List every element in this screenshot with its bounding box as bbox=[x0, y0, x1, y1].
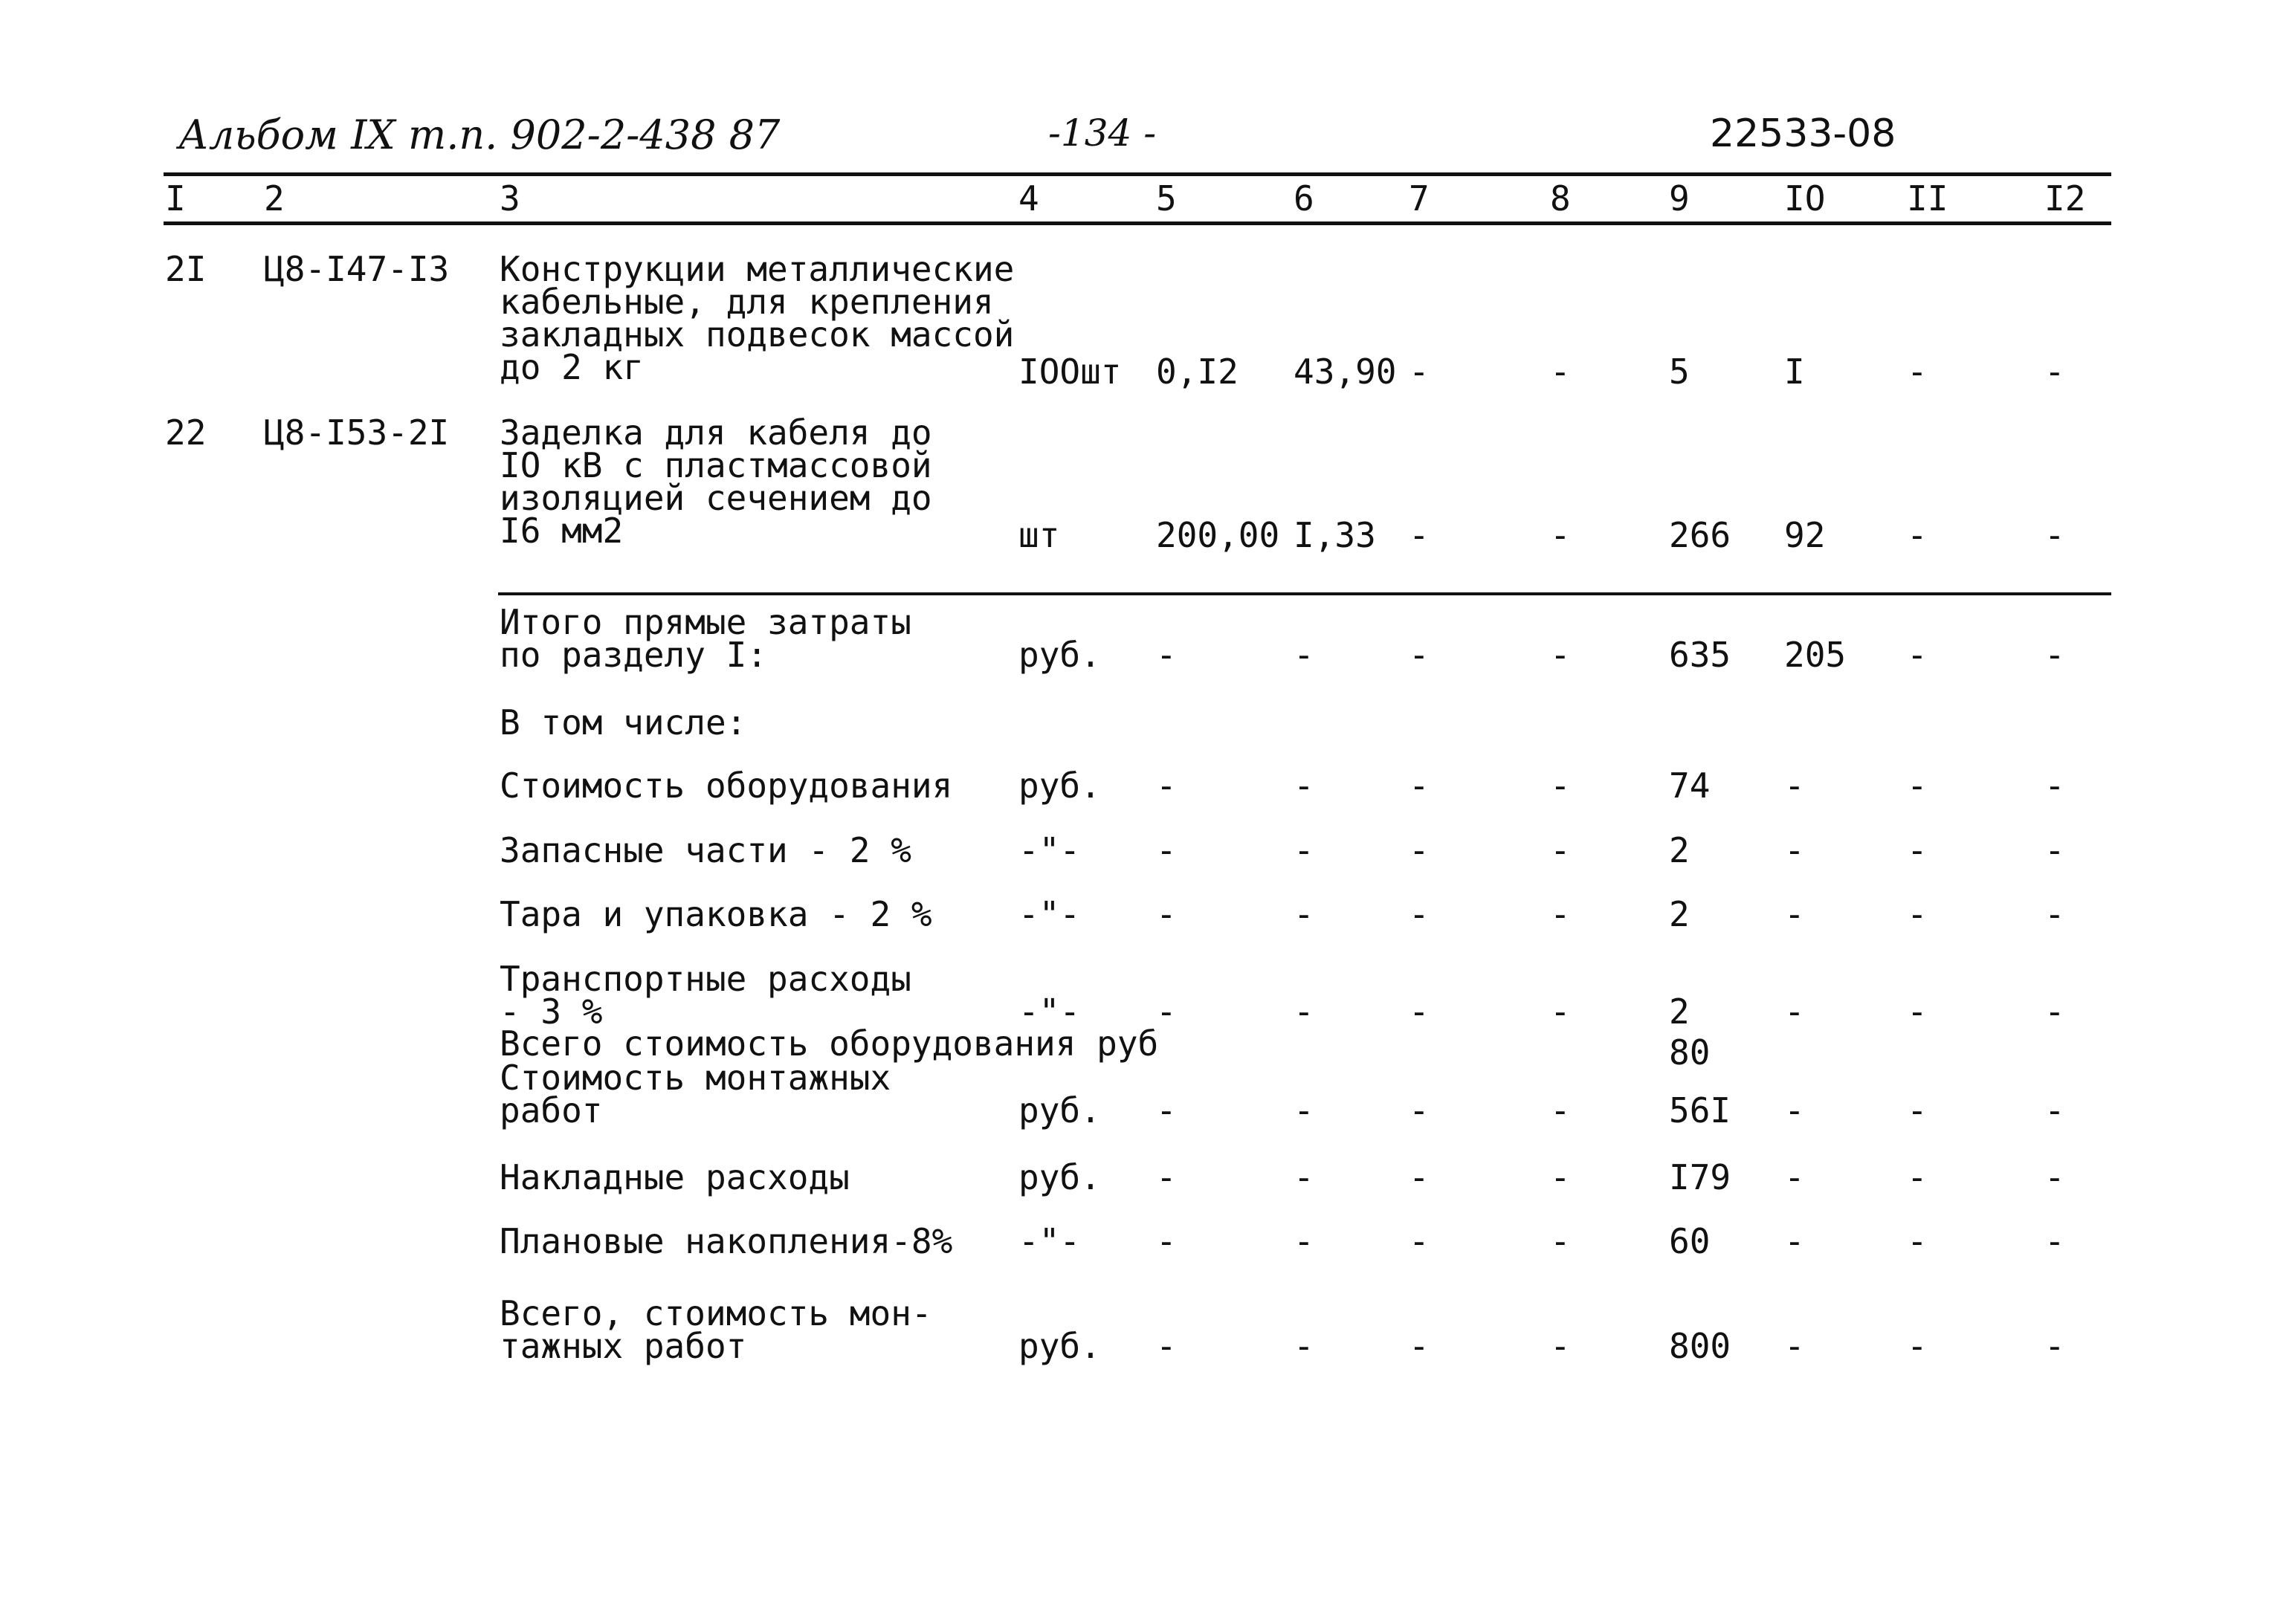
summary-cell-c6: - bbox=[1294, 1221, 1314, 1261]
document-code: 22533-08 bbox=[1710, 111, 1896, 156]
summary-cell-c11: - bbox=[1907, 830, 1928, 870]
summary-cell-c12: - bbox=[2044, 1221, 2065, 1261]
summary-cell-c7: - bbox=[1409, 1221, 1430, 1261]
summary-cell-c11: - bbox=[1907, 1221, 1928, 1261]
row-unit: шт bbox=[1018, 515, 1060, 555]
summary-cell-c9: 74 bbox=[1669, 766, 1711, 806]
row-cell-c8: - bbox=[1550, 515, 1571, 555]
summary-unit: руб. bbox=[1018, 635, 1101, 675]
summary-label: Плановые накопления-8% bbox=[500, 1221, 953, 1261]
summary-cell-c7: - bbox=[1409, 894, 1430, 934]
summary-cell-c12: - bbox=[2044, 1090, 2065, 1130]
summary-cell-c12: - bbox=[2044, 830, 2065, 870]
summary-cell-c7: - bbox=[1409, 1326, 1430, 1366]
section-divider bbox=[498, 592, 2111, 595]
summary-cell-c11: - bbox=[1907, 1090, 1928, 1130]
summary-cell-c8: - bbox=[1550, 894, 1571, 934]
album-reference: Альбом IX т.п. 902-2-438 87 bbox=[178, 111, 781, 158]
row-code: Ц8-I53-2I bbox=[264, 413, 450, 453]
summary-unit: руб. bbox=[1018, 1090, 1101, 1130]
row-cell-c5: 0,I2 bbox=[1156, 352, 1239, 392]
summary-cell-c5: - bbox=[1156, 1326, 1177, 1366]
row-cell-c9: 266 bbox=[1669, 515, 1731, 555]
summary-label: Запасные части - 2 % bbox=[500, 830, 911, 870]
row-cell-c8: - bbox=[1550, 352, 1571, 392]
summary-cell-c5: - bbox=[1156, 1221, 1177, 1261]
summary-cell-c9: 56I bbox=[1669, 1090, 1731, 1130]
row-number: 22 bbox=[165, 413, 207, 453]
summary-cell-c10: - bbox=[1784, 766, 1805, 806]
summary-cell-c7: - bbox=[1409, 991, 1430, 1032]
row-cell-c5: 200,00 bbox=[1156, 515, 1280, 555]
summary-cell-c6: - bbox=[1294, 766, 1314, 806]
summary-unit: руб. bbox=[1018, 1326, 1101, 1366]
summary-label: Накладные расходы bbox=[500, 1157, 850, 1197]
row-name: Заделка для кабеля до IO кВ с пластмассовой изоляцией сечением до I6 мм2 bbox=[500, 413, 932, 551]
column-header-9: 9 bbox=[1669, 178, 1690, 219]
summary-cell-c6: - bbox=[1294, 1157, 1314, 1197]
summary-label: Итого прямые затраты по разделу I: bbox=[500, 602, 911, 675]
summary-cell-c10: - bbox=[1784, 1157, 1805, 1197]
row-name: Конструкции металлические кабельные, для крепления закладных подвесок массой до 2 кг bbox=[500, 249, 1015, 387]
header-top-rule bbox=[164, 172, 2111, 176]
summary-cell-c5: - bbox=[1156, 894, 1177, 934]
summary-cell-c9: 800 bbox=[1669, 1326, 1731, 1366]
summary-cell-c5: - bbox=[1156, 830, 1177, 870]
row-cell-c6: I,33 bbox=[1294, 515, 1376, 555]
summary-cell-c8: - bbox=[1550, 1326, 1571, 1366]
summary-cell-c11: - bbox=[1907, 1157, 1928, 1197]
page-number: -134 - bbox=[1048, 111, 1157, 155]
row-cell-c9: 5 bbox=[1669, 352, 1690, 392]
row-cell-c11: - bbox=[1907, 352, 1928, 392]
summary-cell-c6: - bbox=[1294, 1090, 1314, 1130]
summary-cell-c9: 60 bbox=[1669, 1221, 1711, 1261]
summary-label: Транспортные расходы - 3 % bbox=[500, 959, 911, 1032]
summary-cell-c8: - bbox=[1550, 1221, 1571, 1261]
summary-cell-c11: - bbox=[1907, 991, 1928, 1032]
summary-cell-c12: - bbox=[2044, 894, 2065, 934]
summary-cell-c7: - bbox=[1409, 830, 1430, 870]
summary-unit: -"- bbox=[1018, 830, 1081, 870]
row-cell-c11: - bbox=[1907, 515, 1928, 555]
summary-unit: руб. bbox=[1018, 766, 1101, 806]
summary-cell-c12: - bbox=[2044, 635, 2065, 675]
column-header-8: 8 bbox=[1550, 178, 1571, 219]
summary-unit: -"- bbox=[1018, 1221, 1081, 1261]
row-cell-c7: - bbox=[1409, 352, 1430, 392]
summary-cell-c5: - bbox=[1156, 1157, 1177, 1197]
row-unit: IOOшт bbox=[1018, 352, 1122, 392]
summary-cell-c9: 2 bbox=[1669, 830, 1690, 870]
header-bottom-rule bbox=[164, 221, 2111, 225]
summary-cell-c7: - bbox=[1409, 635, 1430, 675]
summary-cell-c11: - bbox=[1907, 766, 1928, 806]
summary-cell-c6: - bbox=[1294, 635, 1314, 675]
column-header-1: I bbox=[165, 178, 186, 219]
summary-cell-c6: - bbox=[1294, 830, 1314, 870]
summary-unit: -"- bbox=[1018, 894, 1081, 934]
column-header-5: 5 bbox=[1156, 178, 1177, 219]
column-header-4: 4 bbox=[1018, 178, 1039, 219]
summary-cell-c10: - bbox=[1784, 894, 1805, 934]
summary-cell-c5: - bbox=[1156, 766, 1177, 806]
summary-cell-c9: 2 bbox=[1669, 894, 1690, 934]
summary-cell-c10: - bbox=[1784, 1221, 1805, 1261]
summary-cell-c10: - bbox=[1784, 1326, 1805, 1366]
row-cell-c7: - bbox=[1409, 515, 1430, 555]
row-cell-c10: 92 bbox=[1784, 515, 1826, 555]
column-header-6: 6 bbox=[1294, 178, 1314, 219]
summary-cell-c8: - bbox=[1550, 991, 1571, 1032]
summary-label: Стоимость монтажных работ bbox=[500, 1058, 891, 1130]
summary-cell-c10: - bbox=[1784, 830, 1805, 870]
column-header-11: II bbox=[1907, 178, 1948, 219]
summary-cell-c6: - bbox=[1294, 991, 1314, 1032]
summary-cell-c8: - bbox=[1550, 635, 1571, 675]
row-code: Ц8-I47-I3 bbox=[264, 249, 450, 289]
summary-cell-c10: - bbox=[1784, 991, 1805, 1032]
summary-label: Всего стоимость оборудования руб bbox=[500, 1023, 1159, 1064]
summary-cell-c7: - bbox=[1409, 1090, 1430, 1130]
summary-cell-c6: - bbox=[1294, 894, 1314, 934]
summary-cell-c12: - bbox=[2044, 1326, 2065, 1366]
summary-cell-c9: 635 bbox=[1669, 635, 1731, 675]
summary-cell-c7: - bbox=[1409, 766, 1430, 806]
summary-cell-c11: - bbox=[1907, 635, 1928, 675]
row-cell-c12: - bbox=[2044, 352, 2065, 392]
summary-cell-c9: 2 bbox=[1669, 991, 1690, 1032]
summary-cell-c10: - bbox=[1784, 1090, 1805, 1130]
row-cell-c10: I bbox=[1784, 352, 1805, 392]
summary-cell-c9: I79 bbox=[1669, 1157, 1731, 1197]
summary-cell-c10: 205 bbox=[1784, 635, 1847, 675]
summary-label: Всего, стоимость мон- тажных работ bbox=[500, 1293, 932, 1366]
summary-unit: -"- bbox=[1018, 991, 1081, 1032]
summary-cell-c5: - bbox=[1156, 635, 1177, 675]
summary-cell-c8: - bbox=[1550, 1090, 1571, 1130]
summary-cell-c5: - bbox=[1156, 1090, 1177, 1130]
column-header-3: 3 bbox=[500, 178, 520, 219]
summary-cell-c12: - bbox=[2044, 766, 2065, 806]
summary-cell-c5: - bbox=[1156, 991, 1177, 1032]
column-header-10: IO bbox=[1784, 178, 1826, 219]
row-cell-c12: - bbox=[2044, 515, 2065, 555]
column-header-12: I2 bbox=[2044, 178, 2086, 219]
summary-cell-c8: - bbox=[1550, 766, 1571, 806]
summary-cell-c11: - bbox=[1907, 894, 1928, 934]
summary-cell-c9: 80 bbox=[1669, 1032, 1711, 1073]
row-number: 2I bbox=[165, 249, 207, 289]
summary-cell-c8: - bbox=[1550, 1157, 1571, 1197]
summary-cell-c11: - bbox=[1907, 1326, 1928, 1366]
summary-cell-c7: - bbox=[1409, 1157, 1430, 1197]
summary-label: В том числе: bbox=[500, 702, 747, 743]
row-cell-c6: 43,90 bbox=[1294, 352, 1397, 392]
summary-label: Стоимость оборудования bbox=[500, 766, 953, 806]
column-header-7: 7 bbox=[1409, 178, 1430, 219]
column-header-2: 2 bbox=[264, 178, 285, 219]
summary-unit: руб. bbox=[1018, 1157, 1101, 1197]
summary-label: Тара и упаковка - 2 % bbox=[500, 894, 932, 934]
summary-cell-c12: - bbox=[2044, 1157, 2065, 1197]
summary-cell-c12: - bbox=[2044, 991, 2065, 1032]
summary-cell-c8: - bbox=[1550, 830, 1571, 870]
summary-cell-c6: - bbox=[1294, 1326, 1314, 1366]
